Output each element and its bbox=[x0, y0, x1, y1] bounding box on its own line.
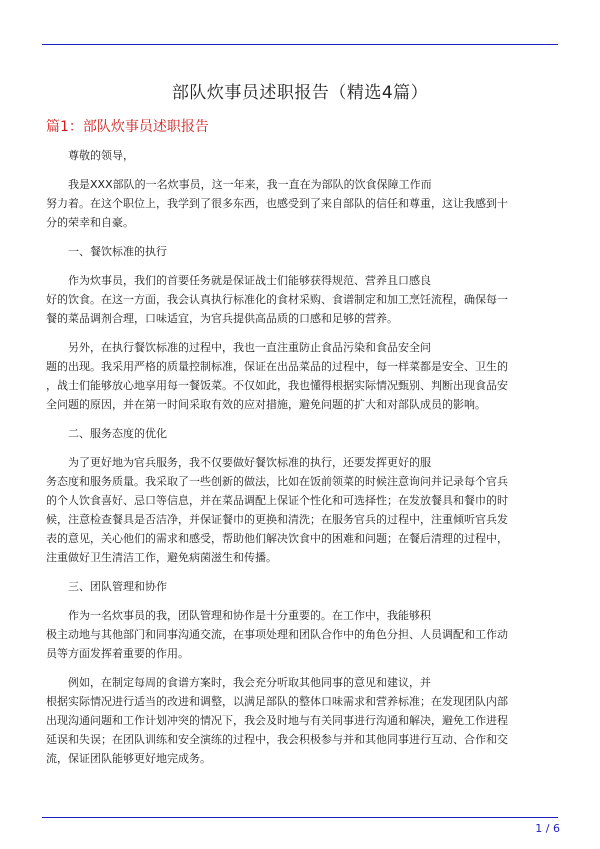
text-line: 注重做好卫生清洁工作，避免病菌滋生和传播。 bbox=[46, 551, 277, 564]
text-line: 分的荣幸和自豪。 bbox=[46, 216, 134, 229]
text-line: 作为一名炊事员的我，团队管理和协作是十分重要的。在工作中，我能够积 bbox=[68, 609, 431, 622]
text-line: 务态度和服务质量。我采取了一些创新的做法，比如在饭前领菜的时候注意询问并记录每个官兵 bbox=[46, 475, 508, 488]
text-line: 全问题的原因，并在第一时间采取有效的应对措施，避免问题的扩大和对部队成员的影响。 bbox=[46, 398, 486, 411]
text-line: 极主动地与其他部门和同事沟通交流，在事项处理和团队合作中的角色分担、人员调配和工作动 bbox=[46, 628, 508, 641]
paragraph-s1-p1 bbox=[46, 271, 558, 328]
page-indicator: 1 / 6 bbox=[535, 822, 560, 835]
section-heading-2: 二、服务态度的优化 bbox=[68, 427, 167, 440]
footer-rule bbox=[42, 817, 558, 818]
text-line: 为了更好地为官兵服务，我不仅要做好餐饮标准的执行，还要发挥更好的服 bbox=[68, 456, 431, 469]
text-line: 流，保证团队能够更好地完成务。 bbox=[46, 752, 211, 765]
text-line: 题的出现。我采用严格的质量控制标准，保证在出品菜品的过程中，每一样菜都是安全、卫生的 bbox=[46, 360, 508, 373]
section-heading-1: 一、餐饮标准的执行 bbox=[68, 245, 167, 258]
paragraph-s3-p2 bbox=[46, 673, 558, 768]
paragraph-s3-p1 bbox=[46, 606, 558, 663]
text-line: 我是XXX部队的一名炊事员，这一年来，我一直在为部队的饮食保障工作而 bbox=[68, 178, 432, 191]
text-line: ，战士们能够放心地享用每一餐饭菜。不仅如此，我也懂得根据实际情况甄别、判断出现食品安 bbox=[46, 379, 508, 392]
text-line: 的个人饮食喜好、忌口等信息，并在菜品调配上保证个性化和可选择性；在发放餐具和餐巾的时 bbox=[46, 494, 508, 507]
document-title: 部队炊事员述职报告（精选4篇） bbox=[171, 83, 429, 103]
text-line: 根据实际情况进行适当的改进和调整，以满足部队的整体口味需求和营养标准；在发现团队内部 bbox=[46, 695, 508, 708]
text-line: 餐的菜品调剂合理，口味适宜，为官兵提供高品质的口感和足够的营养。 bbox=[46, 312, 398, 325]
text-line: 作为炊事员，我们的首要任务就是保证战士们能够获得规范、营养且口感良 bbox=[68, 274, 431, 287]
paragraph-intro bbox=[46, 175, 558, 232]
text-line: 候，注意检查餐具是否洁净，并保证餐巾的更换和清洗；在服务官兵的过程中，注重倾听官兵发 bbox=[46, 513, 508, 526]
document-body bbox=[46, 146, 558, 778]
text-line: 努力着。在这个职位上，我学到了很多东西，也感受到了来自部队的信任和尊重，这让我感到十 bbox=[46, 197, 508, 210]
text-line: 延误和失误；在团队训练和安全演练的过程中，我会积极参与并和其他同事进行互动、合作和交 bbox=[46, 733, 508, 746]
section-subtitle: 篇1：部队炊事员述职报告 bbox=[46, 119, 209, 135]
text-line: 员等方面发挥着重要的作用。 bbox=[46, 647, 189, 660]
text-line: 例如，在制定每周的食谱方案时，我会充分听取其他同事的意见和建议，并 bbox=[68, 676, 431, 689]
text-line: 好的饮食。在这一方面，我会认真执行标准化的食材采购、食谱制定和加工烹饪流程，确保每一 bbox=[46, 293, 508, 306]
text-line: 另外，在执行餐饮标准的过程中，我也一直注重防止食品污染和食品安全问 bbox=[68, 341, 431, 354]
header-rule bbox=[42, 44, 558, 45]
text-line: 出现沟通问题和工作计划冲突的情况下，我会及时地与有关同事进行沟通和解决，避免工作进程 bbox=[46, 714, 508, 727]
greeting: 尊敬的领导， bbox=[68, 149, 134, 162]
paragraph-s2-p1 bbox=[46, 453, 558, 567]
text-line: 表的意见，关心他们的需求和感受，帮助他们解决饮食中的困难和问题；在餐后清理的过程中， bbox=[46, 532, 508, 545]
section-heading-3: 三、团队管理和协作 bbox=[68, 580, 167, 593]
paragraph-s1-p2 bbox=[46, 338, 558, 414]
